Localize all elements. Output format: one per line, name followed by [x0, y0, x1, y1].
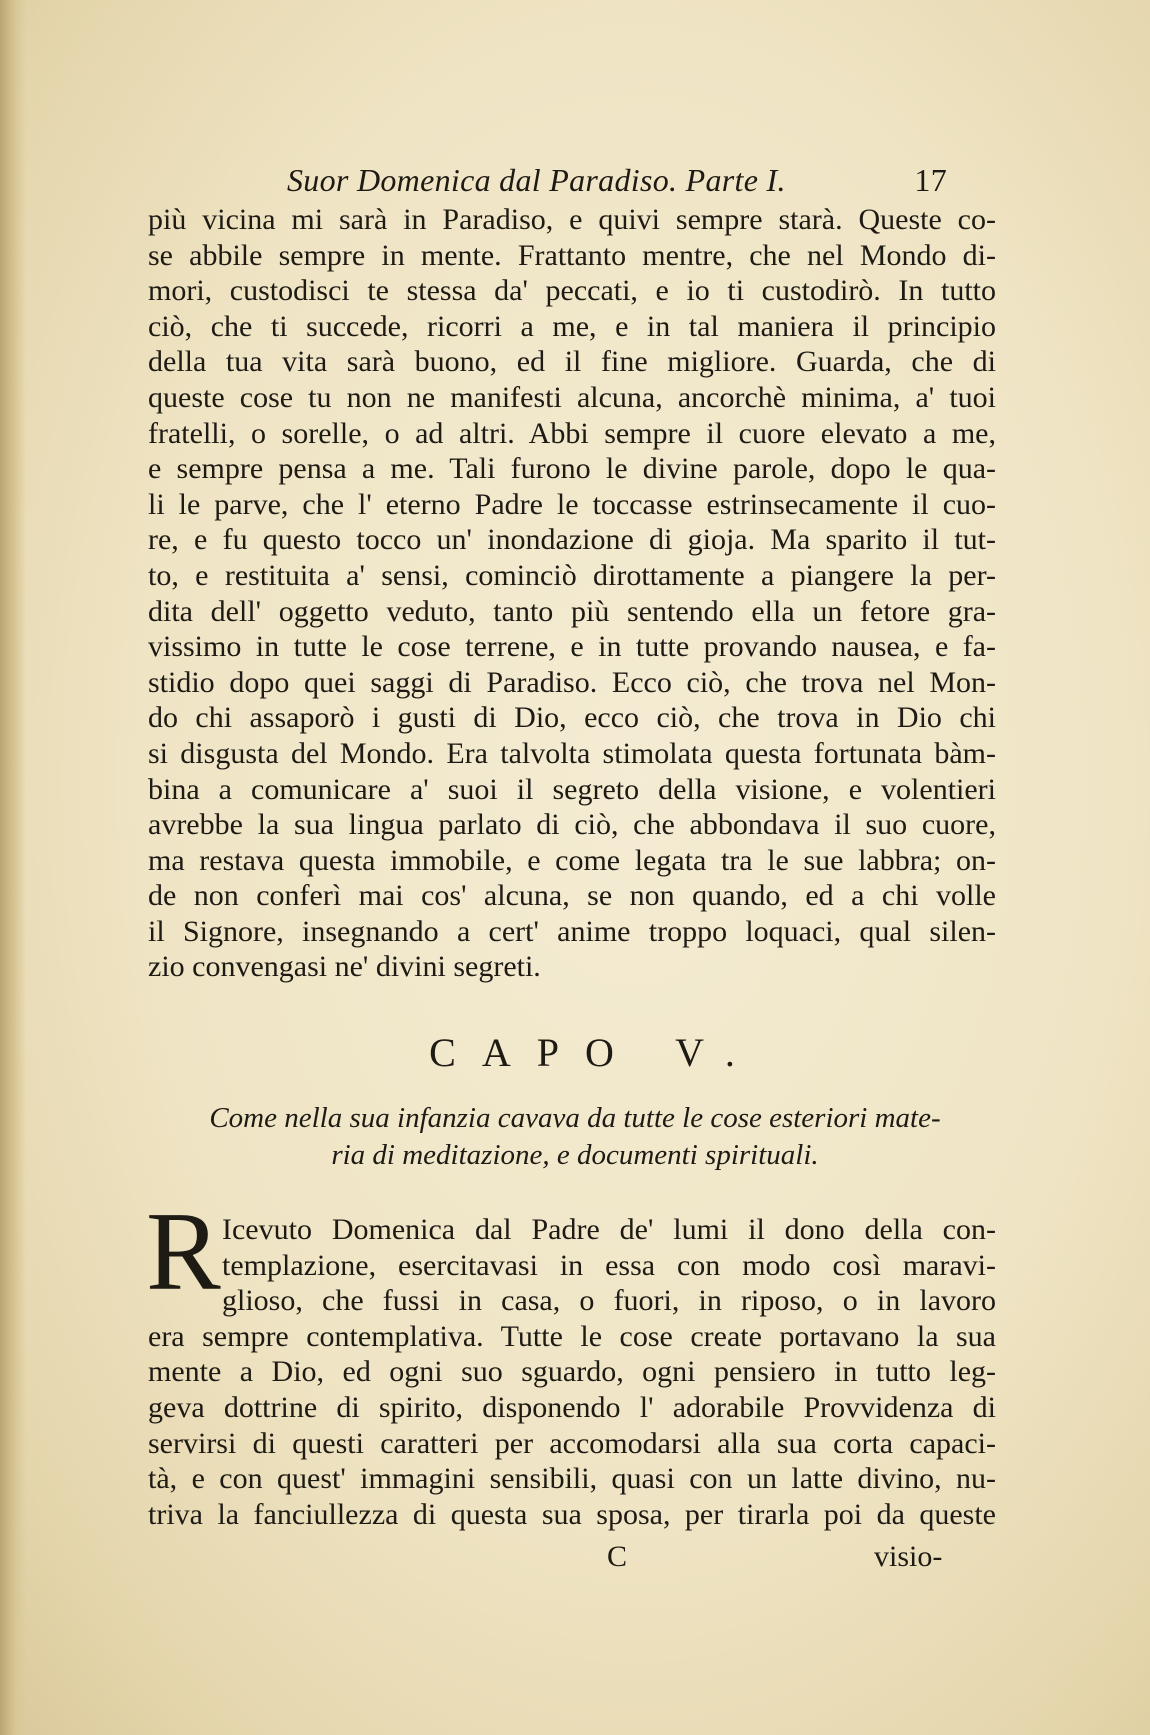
text-line: geva dottrine di spirito, disponendo l' adorabile Provvidenza di	[148, 1390, 996, 1424]
text-line: queste cose tu non ne manifesti alcuna, ancorchè minima, a' tuoi	[148, 380, 996, 414]
text-line: glioso, che fussi in casa, o fuori, in riposo, o in lavoro	[222, 1284, 996, 1318]
text-line: li le parve, che l' eterno Padre le toccasse estrinsecamente il cuo-	[148, 487, 996, 521]
text-line: re, e fu questo tocco un' inondazione di gioja. Ma sparito il tut-	[148, 523, 996, 557]
text-line: dita dell' oggetto veduto, tanto più sentendo ella un fetore gra-	[148, 594, 996, 628]
text-line: do chi assaporò i gusti di Dio, ecco ciò, che trova in Dio chi	[148, 701, 996, 735]
text-line: il Signore, insegnando a cert' anime troppo loquaci, qual silen-	[148, 914, 996, 948]
text-line: stidio dopo quei saggi di Paradiso. Ecco ciò, che trova nel Mon-	[148, 665, 996, 699]
text-line: templazione, esercitavasi in essa con modo così maravi-	[222, 1248, 996, 1282]
text-line: ma restava questa immobile, e come legata tra le sue labbra; on-	[148, 843, 996, 877]
text-block-1	[148, 202, 996, 985]
chapter-summary	[160, 1100, 990, 1174]
text-line: della tua vita sarà buono, ed il fine migliore. Guarda, che di	[148, 345, 996, 379]
text-block-2	[148, 1212, 996, 1532]
signature-mark: C	[607, 1540, 628, 1573]
text-line: si disgusta del Mondo. Era talvolta stimolata questa fortunata bàm-	[148, 736, 996, 770]
text-line: to, e restituita a' sensi, cominciò dirottamente a piangere la per-	[148, 558, 996, 592]
page-footer	[0, 1540, 1150, 1580]
text-line: più vicina mi sarà in Paradiso, e quivi sempre starà. Queste co-	[148, 203, 996, 236]
running-title: Suor Domenica dal Paradiso. Parte I.	[287, 162, 786, 198]
text-line: bina a comunicare a' suoi il segreto della visione, e volentieri	[148, 772, 996, 806]
summary-line: ria di meditazione, e documenti spirituali.	[331, 1139, 819, 1171]
chapter-title: CAPO V.	[429, 1030, 761, 1075]
text-line: servirsi di questi caratteri per accomodarsi alla sua corta capaci-	[148, 1426, 996, 1460]
text-line: mente a Dio, ed ogni suo sguardo, ogni pensiero in tutto leg-	[148, 1355, 996, 1389]
text-line: e sempre pensa a me. Tali furono le divine parole, dopo le qua-	[148, 452, 996, 486]
text-line: triva la fanciullezza di questa sua sposa, per tirarla poi da queste	[148, 1497, 996, 1531]
text-line: Icevuto Domenica dal Padre de' lumi il dono della con-	[222, 1213, 996, 1246]
text-line: ciò, che ti succede, ricorri a me, e in tal maniera il principio	[148, 309, 996, 343]
text-line: fratelli, o sorelle, o ad altri. Abbi sempre il cuore elevato a me,	[148, 416, 996, 450]
summary-line: Come nella sua infanzia cavava da tutte le cose esteriori mate-	[209, 1102, 941, 1134]
text-line: avrebbe la sua lingua parlato di ciò, che abbondava il suo cuore,	[148, 808, 996, 842]
text-line: de non conferì mai cos' alcuna, se non quando, ed a chi volle	[148, 879, 996, 913]
text-line: vissimo in tutte le cose terrene, e in tutte provando nausea, e fa-	[148, 630, 996, 664]
text-line: se abbile sempre in mente. Frattanto mentre, che nel Mondo di-	[148, 238, 996, 272]
page-gutter-shadow	[0, 0, 26, 1735]
catchword: visio-	[874, 1540, 943, 1573]
text-line: era sempre contemplativa. Tutte le cose create portavano la sua	[148, 1319, 996, 1353]
text-line: zio convengasi ne' divini segreti.	[148, 950, 541, 984]
text-line: tà, e con quest' immagini sensibili, quasi con un latte divino, nu-	[148, 1462, 996, 1496]
drop-cap: R	[146, 1190, 221, 1314]
text-line: mori, custodisci te stessa da' peccati, e io ti custodirò. In tutto	[148, 274, 996, 308]
page-number: 17	[914, 162, 947, 198]
running-header	[287, 162, 947, 204]
